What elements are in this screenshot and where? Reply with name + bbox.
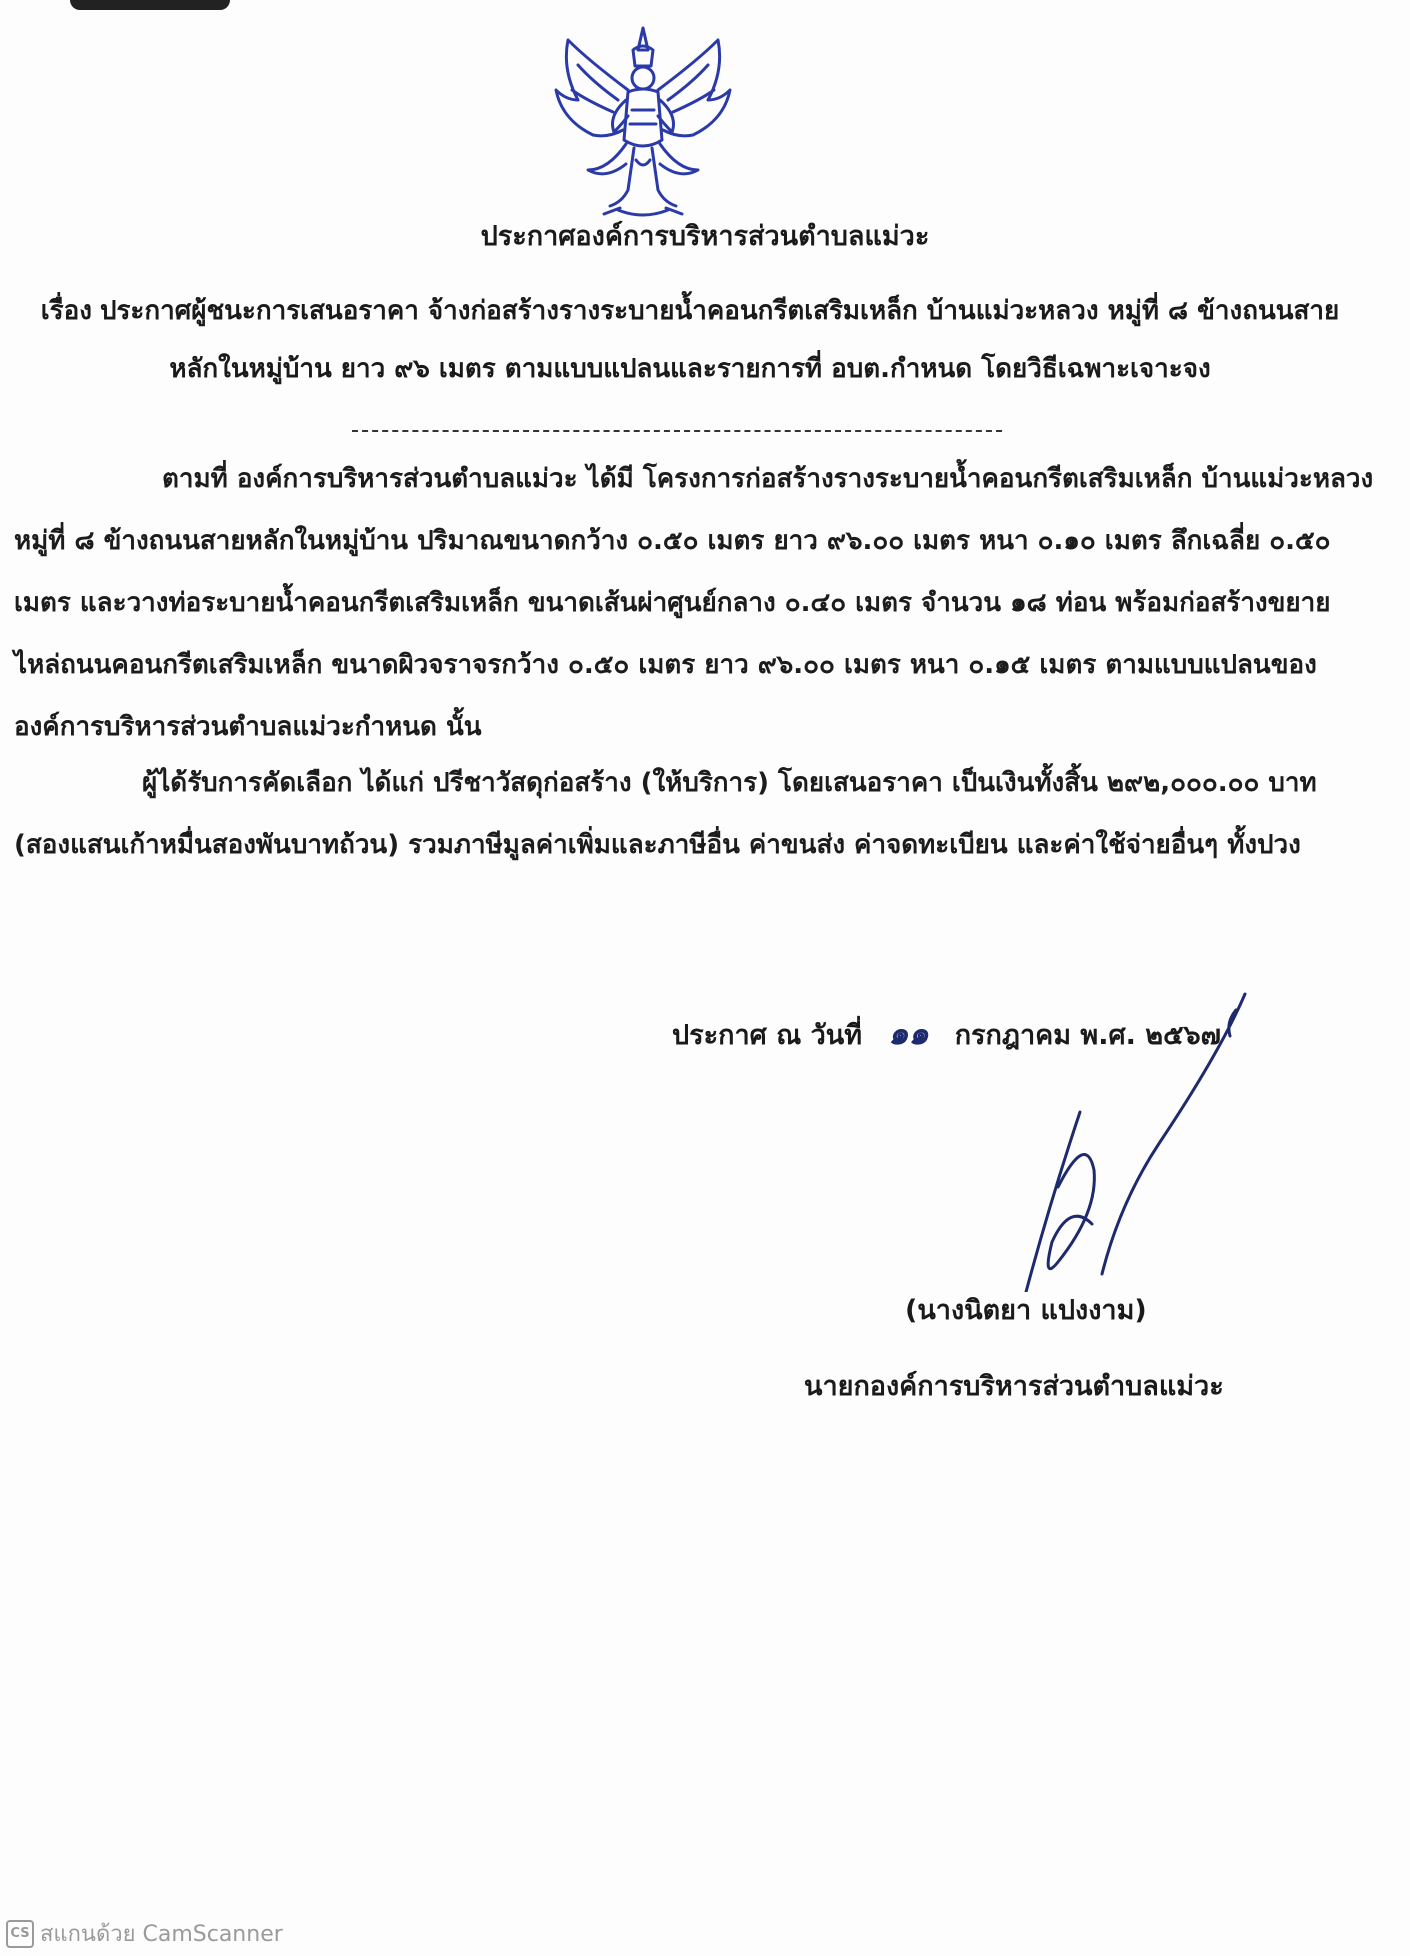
date-day: ๑๑: [888, 1014, 929, 1052]
handwritten-signature-icon: [990, 992, 1290, 1292]
signer-position: นายกองค์การบริหารส่วนตำบลแม่วะ: [804, 1371, 1224, 1402]
camscanner-text: สแกนด้วย CamScanner: [40, 1922, 283, 1947]
camscanner-logo-icon: CS: [6, 1920, 34, 1948]
separator-line: [352, 430, 1002, 432]
signer-name: (นางนิตยา แปงงาม): [905, 1295, 1147, 1326]
subject-text: ประกาศผู้ชนะการเสนอราคา จ้างก่อสร้างรางระบายน้ำคอนกรีตเสริมเหล็ก บ้านแม่วะหลวง หมู่ที่ ๘ ข้างถนนสายหลักในหมู่บ้าน ยาว ๙๖ เมตร ตามแบบแปลนและรายการที่ อบต.กำหนด โดยวิธีเฉพาะเจาะจง: [99, 296, 1340, 384]
camscanner-watermark: [6, 1916, 283, 1951]
subject-label: เรื่อง: [40, 296, 92, 326]
garuda-emblem-icon: [548, 20, 738, 230]
body-paragraph-winner: ผู้ได้รับการคัดเลือก ได้แก่ ปรีชาวัสดุก่อสร้าง (ให้บริการ) โดยเสนอราคา เป็นเงินทั้งสิ้น ๒๙๒,๐๐๐.๐๐ บาท (สองแสนเก้าหมื่นสองพันบาทถ้วน) รวมภาษีมูลค่าเพิ่มและภาษีอื่น ค่าขนส่ง ค่าจดทะเบียน และค่าใช้จ่ายอื่นๆ ทั้งปวง: [14, 768, 1317, 860]
document-title: ประกาศองค์การบริหารส่วนตำบลแม่วะ: [480, 221, 930, 252]
scan-edge-shadow: [70, 0, 230, 10]
document-subject: [40, 282, 1340, 398]
date-prefix: ประกาศ ณ วันที่: [672, 1020, 863, 1051]
body-paragraph-project: ตามที่ องค์การบริหารส่วนตำบลแม่วะ ได้มี โครงการก่อสร้างรางระบายน้ำคอนกรีตเสริมเหล็ก บ้านแม่วะหลวง หมู่ที่ ๘ ข้างถนนสายหลักในหมู่บ้าน ปริมาณขนาดกว้าง ๐.๕๐ เมตร ยาว ๙๖.๐๐ เมตร หนา ๐.๑๐ เมตร ลึกเฉลี่ย ๐.๕๐ เมตร และวางท่อระบายน้ำคอนกรีตเสริมเหล็ก ขนาดเส้นผ่าศูนย์กลาง ๐.๔๐ เมตร จำนวน ๑๘ ท่อน พร้อมก่อสร้างขยายไหล่ถนนคอนกรีตเสริมเหล็ก ขนาดผิวจราจรกว้าง ๐.๕๐ เมตร ยาว ๙๖.๐๐ เมตร หนา ๐.๑๕ เมตร ตามแบบแปลนขององค์การบริหารส่วนตำบลแม่วะกำหนด นั้น: [14, 464, 1374, 742]
date-month-year: กรกฎาคม พ.ศ. ๒๕๖๗: [954, 1020, 1221, 1051]
